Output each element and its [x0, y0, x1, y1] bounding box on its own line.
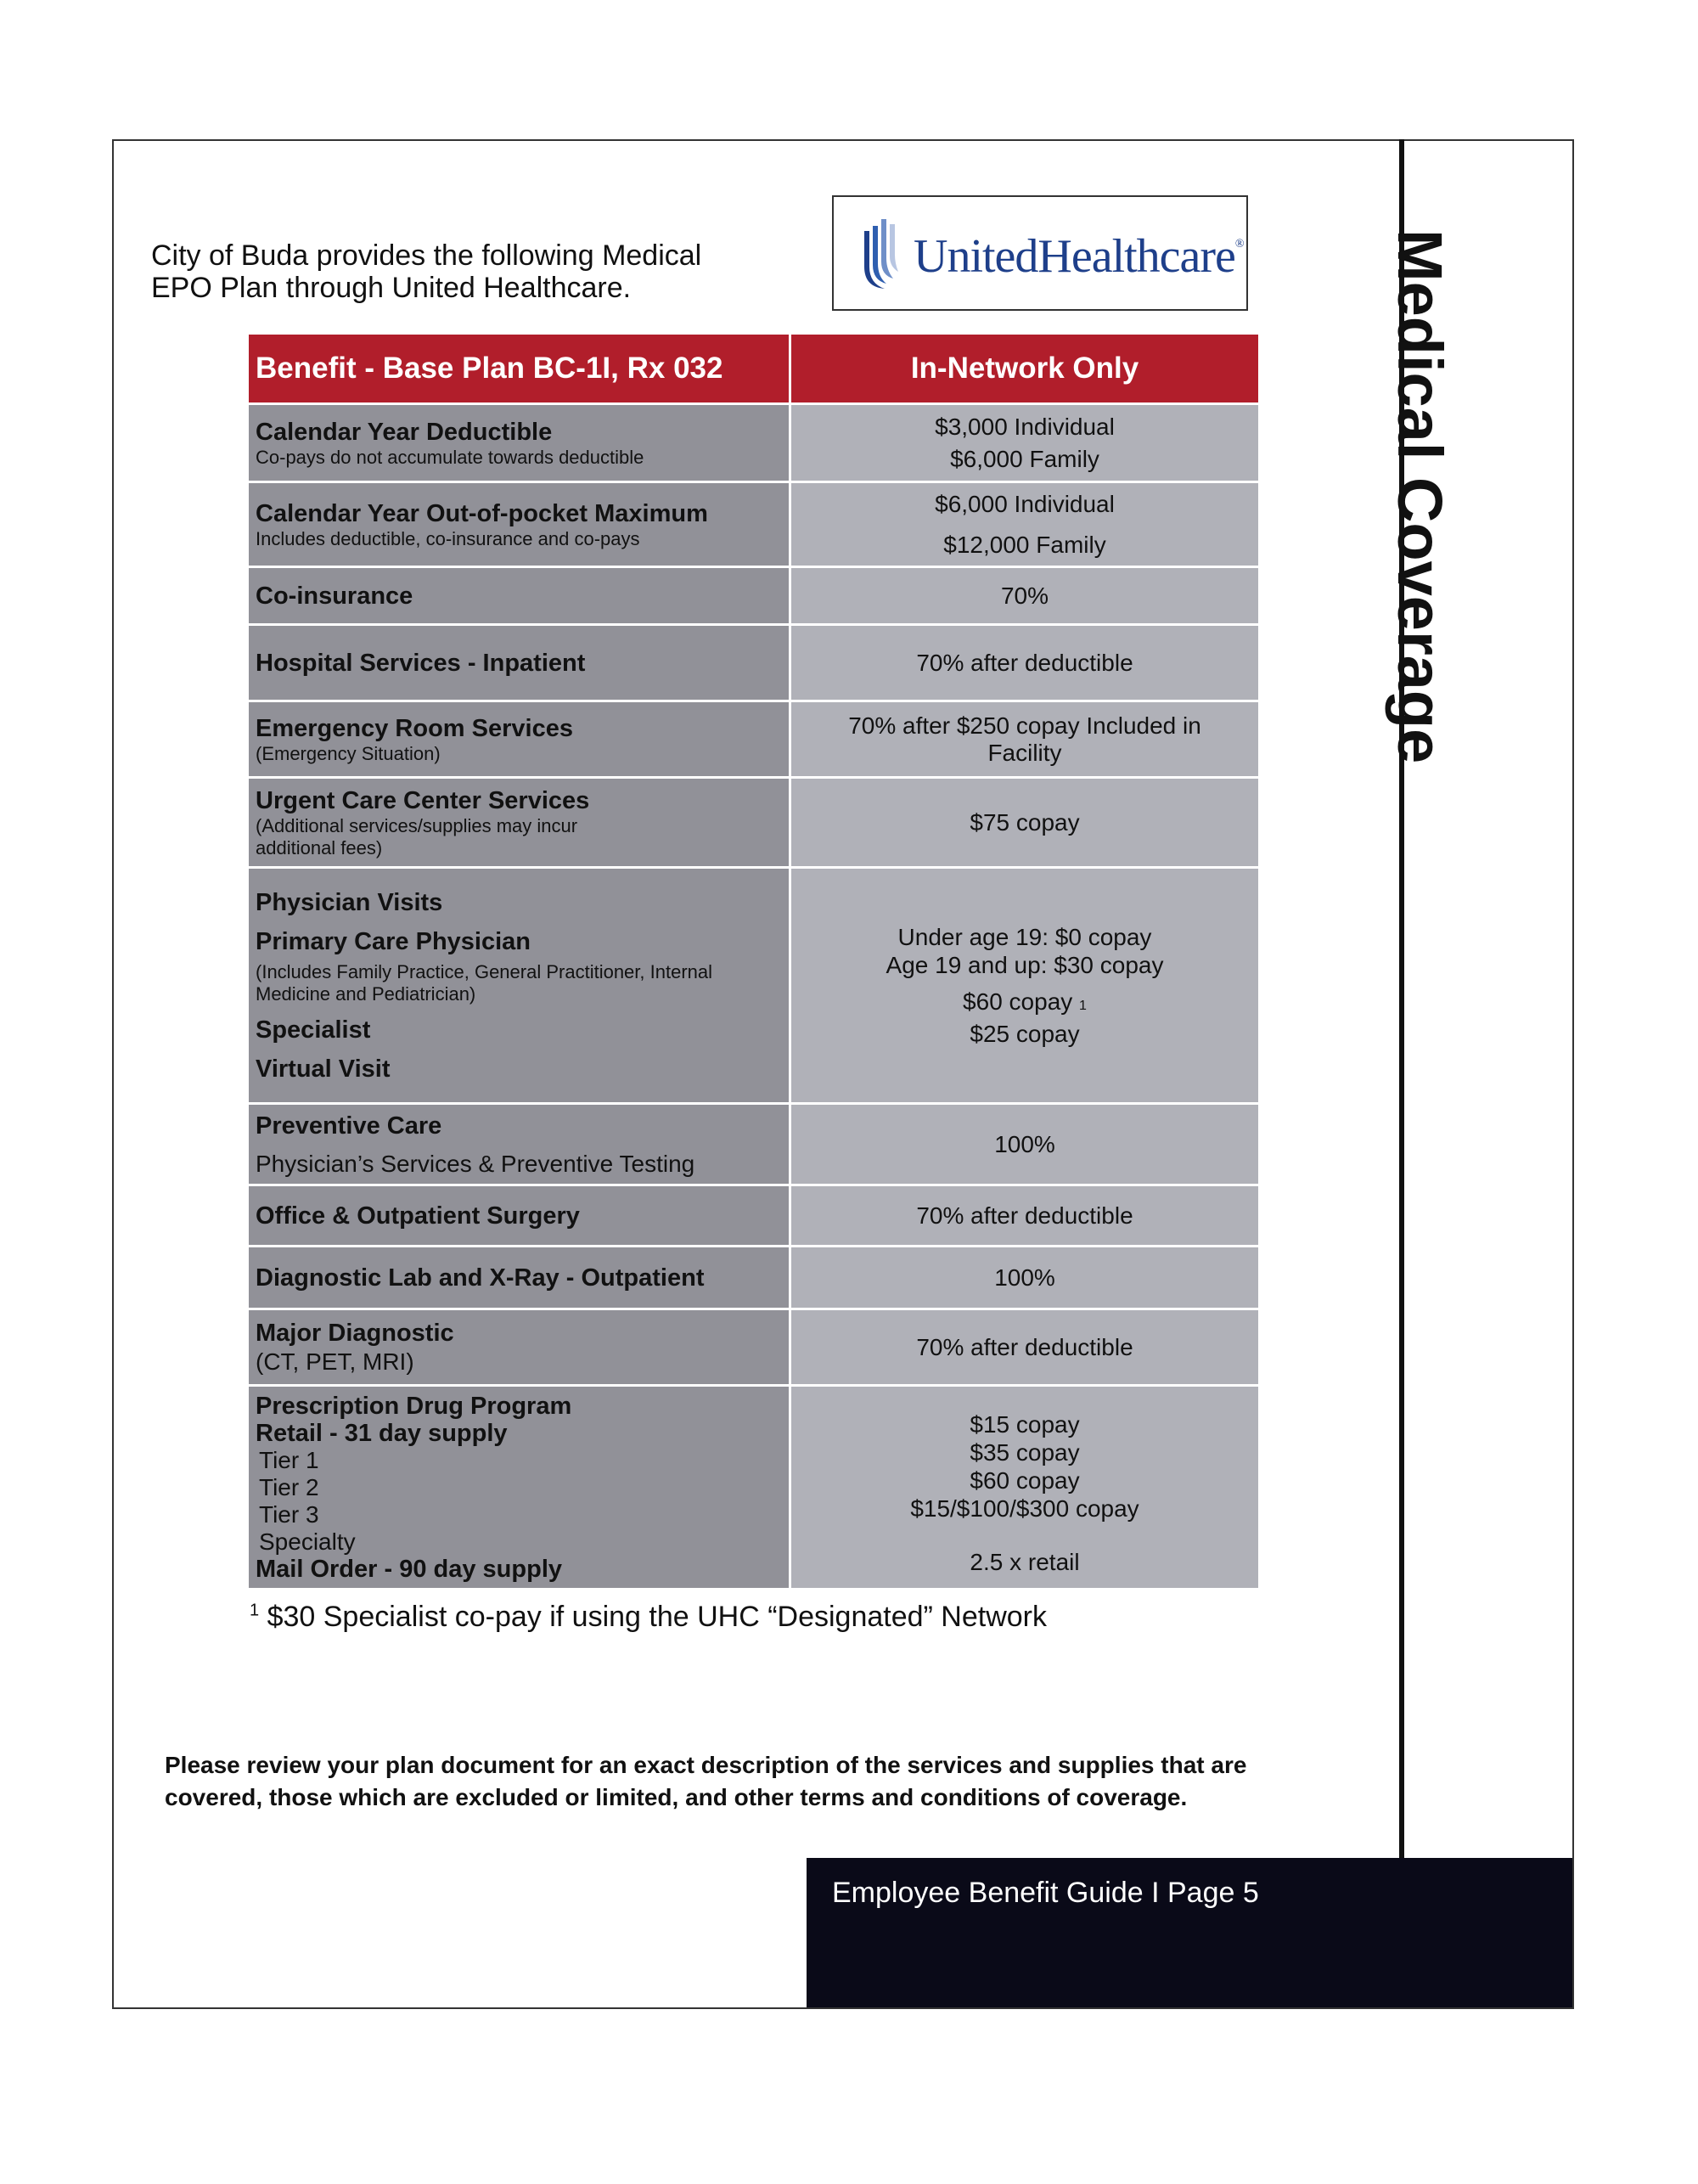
- footnote-ref: 1: [1079, 999, 1087, 1013]
- side-title: Medical Coverage: [1385, 229, 1455, 764]
- row-subtitle: Co-pays do not accumulate towards deductible: [256, 446, 644, 468]
- logo-text: UnitedHealthcare: [914, 230, 1235, 283]
- row-title: Hospital Services - Inpatient: [256, 649, 586, 677]
- row-subtitle: (CT, PET, MRI): [256, 1348, 414, 1375]
- table-row: [248, 625, 1260, 701]
- intro-line-2: EPO Plan through United Healthcare.: [151, 272, 632, 304]
- row-title: Retail - 31 day supply: [256, 1419, 508, 1447]
- row-subtitle: (Emergency Situation): [256, 742, 441, 764]
- table-row: [248, 1309, 1260, 1386]
- row-value: 70% after deductible: [916, 649, 1133, 676]
- row-title: Virtual Visit: [256, 1055, 391, 1083]
- row-value: $15 copay: [970, 1411, 1080, 1438]
- row-title: Specialist: [256, 1016, 371, 1044]
- table-row: [248, 482, 1260, 567]
- disclaimer-line-1: Please review your plan document for an exact description of the services and supplies that are: [165, 1752, 1247, 1778]
- table-row: [248, 1104, 1260, 1185]
- table-row: [248, 1185, 1260, 1247]
- footer-band: [807, 1858, 1572, 2007]
- row-value: $35 copay: [970, 1439, 1080, 1466]
- row-value: $6,000 Individual: [935, 490, 1115, 517]
- table-row: [248, 778, 1260, 868]
- row-value: Age 19 and up: $30 copay: [886, 952, 1164, 978]
- row-value: $60 copay: [963, 988, 1073, 1015]
- row-value: Facility: [987, 739, 1062, 766]
- footnote: [250, 1601, 1047, 1634]
- row-value: 2.5 x retail: [970, 1549, 1080, 1575]
- tier-label: Tier 2: [259, 1473, 319, 1500]
- row-subtitle: Physician’s Services & Preventive Testing: [256, 1150, 695, 1177]
- tier-label: Specialty: [259, 1528, 356, 1555]
- row-value: 70% after deductible: [916, 1333, 1133, 1360]
- side-title-container: [1346, 229, 1456, 993]
- unitedhealthcare-logo: UnitedHealthcare®: [832, 195, 1248, 311]
- table-row: [248, 701, 1260, 778]
- row-value: 100%: [994, 1264, 1055, 1291]
- tier-label: Tier 3: [259, 1500, 319, 1528]
- table-row: [248, 868, 1260, 1104]
- row-value: $60 copay: [970, 1467, 1080, 1494]
- row-title: Diagnostic Lab and X-Ray - Outpatient: [256, 1264, 705, 1292]
- uhc-logo-mark-icon: [859, 216, 902, 292]
- table-header-row: [248, 334, 1260, 404]
- table-row: [248, 1247, 1260, 1309]
- row-subtitle: additional fees): [256, 836, 383, 858]
- page-footer-text: Employee Benefit Guide I Page 5: [832, 1877, 1259, 1909]
- row-title: Physician Visits: [256, 888, 443, 916]
- row-subtitle: Medicine and Pediatrician): [256, 982, 476, 1005]
- table-row: [248, 404, 1260, 482]
- intro-line-1: City of Buda provides the following Medical: [151, 239, 702, 272]
- row-title: Calendar Year Out-of-pocket Maximum: [256, 499, 708, 527]
- benefits-table: [246, 332, 1261, 1590]
- row-title: Co-insurance: [256, 582, 413, 610]
- row-title: Primary Care Physician: [256, 927, 531, 955]
- row-subtitle: Includes deductible, co-insurance and co-pays: [256, 527, 640, 549]
- tier-label: Tier 1: [259, 1446, 319, 1473]
- row-value: $15/$100/$300 copay: [910, 1495, 1139, 1522]
- row-value: $12,000 Family: [943, 531, 1106, 558]
- row-title: Urgent Care Center Services: [256, 786, 590, 814]
- row-title: Prescription Drug Program: [256, 1392, 572, 1420]
- row-subtitle: (Includes Family Practice, General Practitioner, Internal: [256, 960, 713, 982]
- table-row: [248, 567, 1260, 625]
- disclaimer-line-2: covered, those which are excluded or limited, and other terms and conditions of coverage.: [165, 1784, 1188, 1810]
- row-value: $6,000 Family: [950, 445, 1099, 472]
- row-value: $25 copay: [970, 1021, 1080, 1047]
- footnote-mark: 1: [250, 1601, 260, 1620]
- footnote-text: $30 Specialist co-pay if using the UHC “Designated” Network: [267, 1601, 1047, 1633]
- table-row: [248, 1386, 1260, 1590]
- row-value: $75 copay: [970, 808, 1080, 836]
- intro-text: [151, 239, 788, 304]
- row-subtitle: (Additional services/supplies may incur: [256, 814, 578, 836]
- row-title: Preventive Care: [256, 1112, 442, 1140]
- row-title: Emergency Room Services: [256, 714, 573, 742]
- header-benefit: Benefit - Base Plan BC-1I, Rx 032: [248, 334, 790, 404]
- row-title: Mail Order - 90 day supply: [256, 1555, 562, 1583]
- header-network: In-Network Only: [790, 334, 1260, 404]
- row-value: Under age 19: $0 copay: [897, 924, 1152, 950]
- row-value: 70% after $250 copay Included in: [848, 712, 1201, 739]
- row-value: 100%: [994, 1130, 1055, 1157]
- row-value: 70% after deductible: [916, 1202, 1133, 1229]
- row-title: Major Diagnostic: [256, 1319, 454, 1347]
- row-title: Calendar Year Deductible: [256, 418, 553, 446]
- disclaimer: [165, 1749, 1370, 1814]
- row-title: Office & Outpatient Surgery: [256, 1202, 580, 1230]
- row-value: $3,000 Individual: [935, 413, 1115, 440]
- row-value: 70%: [1000, 582, 1049, 609]
